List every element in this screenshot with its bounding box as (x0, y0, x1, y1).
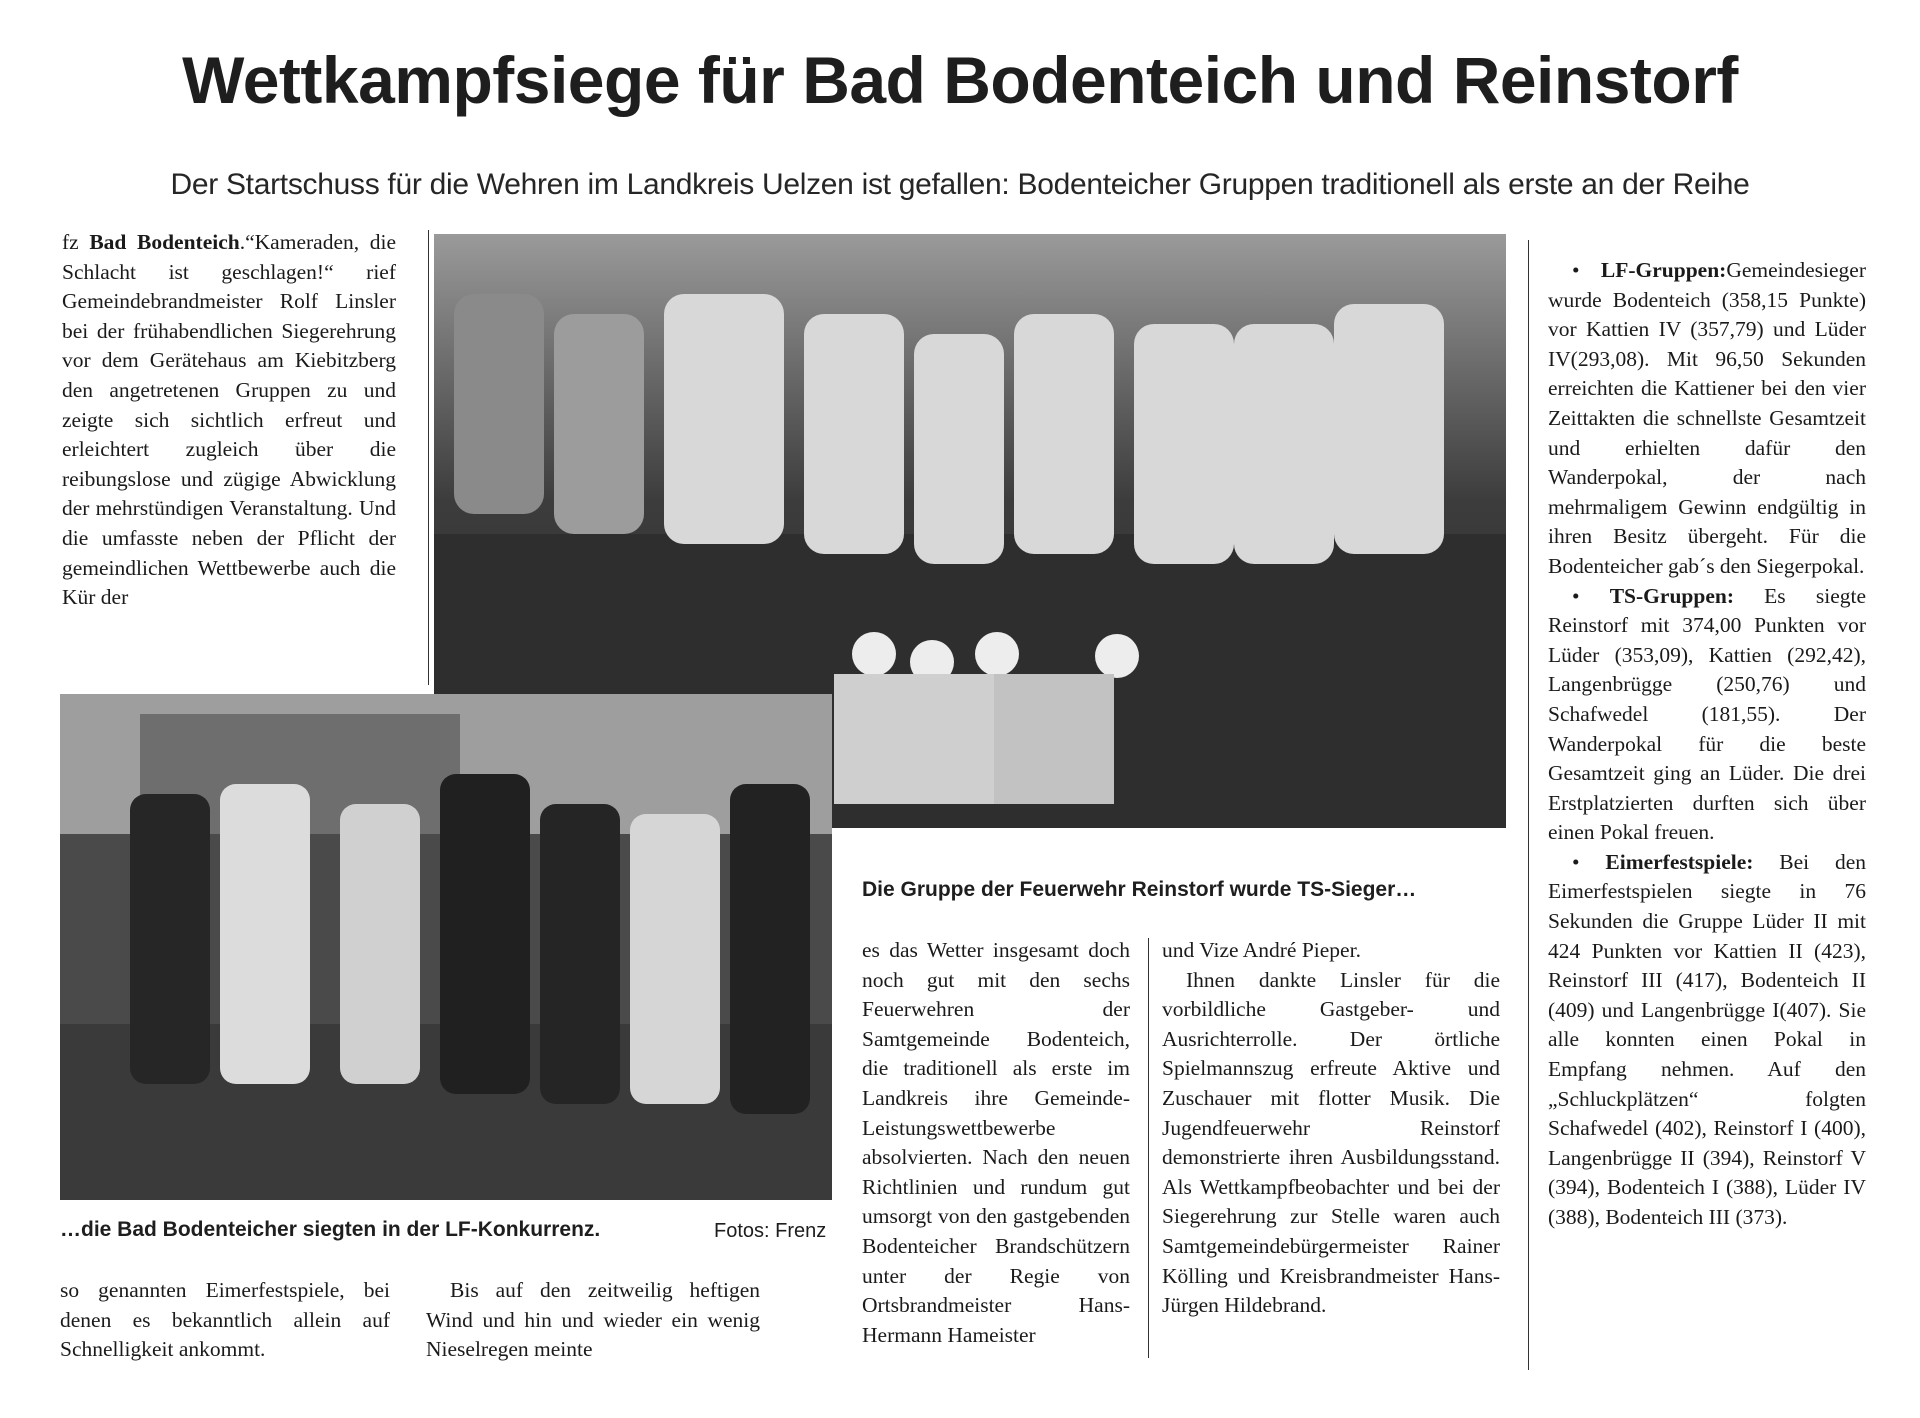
column-3-text: es das Wetter insgesamt doch noch gut mit den sechs Feuerwehren der Samtgemeinde Bodenteich, die traditionell als erste im Landkreis ihre Gemeinde-Leistungswettbewerbe absolvierten. Nach den neuen Richtlinien und rundum gut umsorgt von den gastgebenden Bodenteicher Brandschützern unter der Regie von Ortsbrandmeister Hans-Hermann Hameister (862, 938, 1130, 1347)
column-3 (862, 936, 1130, 1366)
column-1 (62, 228, 396, 668)
results-ef-label: Eimerfestspiele: (1605, 849, 1754, 874)
bullet-icon: • (1572, 258, 1580, 282)
column-5-results (1548, 256, 1866, 1376)
results-lf-label: LF-Gruppen: (1600, 258, 1727, 282)
column-2 (426, 1276, 760, 1376)
column-2-text: Bis auf den zeitweilig heftigen Wind und hin und wieder ein wenig Nieselregen meinte (426, 1278, 760, 1362)
results-lf-groups (1548, 256, 1866, 582)
bullet-icon: • (1572, 583, 1580, 608)
results-eimerfestspiele (1548, 848, 1866, 1233)
results-lf-text: Gemeindesieger wurde Bodenteich (358,15 Punkte) vor Kattien IV (357,79) und Lüder IV(293,08). Mit 96,50 Sekunden erreichten die Kattiener bei den vier Zeittakten die schnellste Gesamtzeit und erhielten dafür den Wanderpokal, der nach mehrmaligem Gewinn endgültig in ihren Besitz übergeht. Für die Bodenteicher gab´s den Siegerpokal. (1548, 258, 1866, 578)
photo-credit: Fotos: Frenz (714, 1220, 827, 1242)
dateline-place: Bad Bodenteich (89, 230, 240, 254)
column-1-continued (60, 1276, 390, 1376)
column-divider (1528, 240, 1529, 1370)
column-divider (1148, 938, 1149, 1358)
column-4 (1162, 936, 1500, 1376)
article-headline: Wettkampfsiege für Bad Bodenteich und Reinstorf (182, 43, 1738, 117)
results-ef-text: Bei den Eimerfestspielen siegte in 76 Sekunden die Gruppe Lüder II mit 424 Punkten vor Kattien II (423), Reinstorf III (417), Bodenteich II (409) und Langenbrügge I(407). Sie alle konnten einen Pokal in Empfang nehmen. Auf den „Schluckplätzen“ folgten Schafwedel (402), Reinstorf I (400), Langenbrügge II (394), Reinstorf V (394), Bodenteich I (388), Lüder IV (388), Bodenteich III (373). (1548, 849, 1866, 1229)
photo-bodenteich-image (60, 694, 832, 1200)
bullet-icon: • (1572, 849, 1580, 874)
column-4-p1: und Vize André Pieper. (1162, 938, 1361, 962)
article-subheadline: Der Startschuss für die Wehren im Landkreis Uelzen ist gefallen: Bodenteicher Gruppen traditionell als erste an der Reihe (170, 168, 1750, 201)
column-1-text: .“Kameraden, die Schlacht ist geschlagen!“ rief Gemeindebrandmeister Rolf Linsler bei der frühabendlichen Siegerehrung vor dem Gerätehaus am Kiebitzberg den angetretenen Gruppen zu und zeigte sich sichtlich erfreut und erleichtert zugleich über die reibungslose und zügige Abwicklung der mehrstündigen Veranstaltung. Und die umfasste neben der Pflicht der gemeindlichen Wettbewerbe auch die Kür der (62, 230, 396, 610)
results-ts-label: TS-Gruppen: (1609, 583, 1734, 608)
caption-top-photo: Die Gruppe der Feuerwehr Reinstorf wurde TS-Sieger… (862, 878, 1417, 901)
photo-bodenteich-group (60, 694, 832, 1200)
column-divider (428, 230, 429, 685)
column-1-continued-text: so genannten Eimerfestspiele, bei denen es bekanntlich allein auf Schnelligkeit ankommt. (60, 1278, 390, 1362)
dateline: fz (62, 230, 79, 254)
results-ts-text: Es siegte Reinstorf mit 374,00 Punkten vor Lüder (353,09), Kattien (292,42), Langenbrügge (250,76) und Schafwedel (181,55). Der Wanderpokal für die beste Gesamtzeit ging an Lüder. Die drei Erstplatzierten durften sich über einen Pokal freuen. (1548, 583, 1866, 845)
results-ts-groups (1548, 582, 1866, 848)
caption-bottom-photo: …die Bad Bodenteicher siegten in der LF-Konkurrenz. (60, 1218, 601, 1241)
column-4-p2: Ihnen dankte Linsler für die vorbildliche Gastgeber- und Ausrichterrolle. Der örtliche Spielmannszug erfreute Aktive und Zuschauer mit flotter Musik. Die Jugendfeuerwehr Reinstorf demonstrierte ihren Ausbildungsstand. Als Wettkampfbeobachter und bei der Siegerehrung zur Stelle waren auch Samtgemeindebürgermeister Rainer Kölling und Kreisbrandmeister Hans-Jürgen Hildebrand. (1162, 967, 1500, 1318)
